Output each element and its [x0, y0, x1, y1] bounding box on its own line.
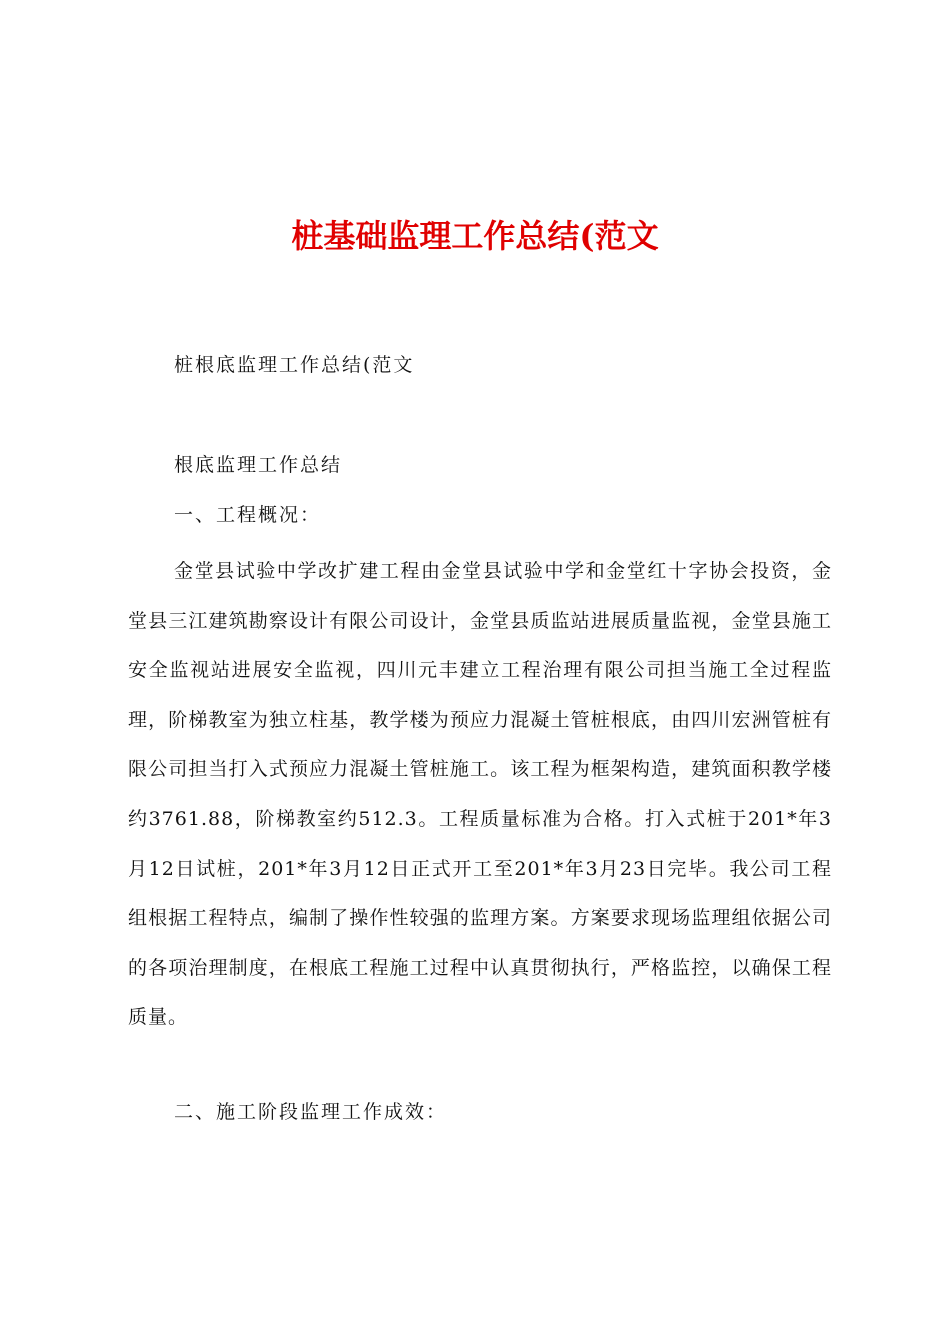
- document-title: 桩基础监理工作总结(范文: [291, 217, 659, 255]
- paragraph-overview: 金堂县试验中学改扩建工程由金堂县试验中学和金堂红十字协会投资，金堂县三江建筑勘察设计有限公司设计，金堂县质监站进展质量监视，金堂县施工安全监视站进展安全监视，四川元丰建立工程治理有限公司担当施工全过程监理，阶梯教室为独立柱基，教学楼为预应力混凝土管桩根底，由四川宏洲管桩有限公司担当打入式预应力混凝土管桩施工。该工程为框架构造，建筑面积教学楼约3761.88，阶梯教室约512.3。工程质量标准为合格。打入式桩于201*年3月12日试桩，201*年3月12日正式开工至201*年3月23日完毕。我公司工程组根据工程特点，编制了操作性较强的监理方案。方案要求现场监理组依据公司的各项治理制度，在根底工程施工过程中认真贯彻执行，严格监控，以确保工程质量。: [128, 560, 832, 1029]
- heading-overview: 一、工程概况：: [174, 504, 322, 526]
- document-subtitle: 桩根底监理工作总结(范文: [174, 354, 415, 376]
- section-heading: 根底监理工作总结: [174, 454, 343, 476]
- heading-results: 二、施工阶段监理工作成效：: [174, 1101, 448, 1123]
